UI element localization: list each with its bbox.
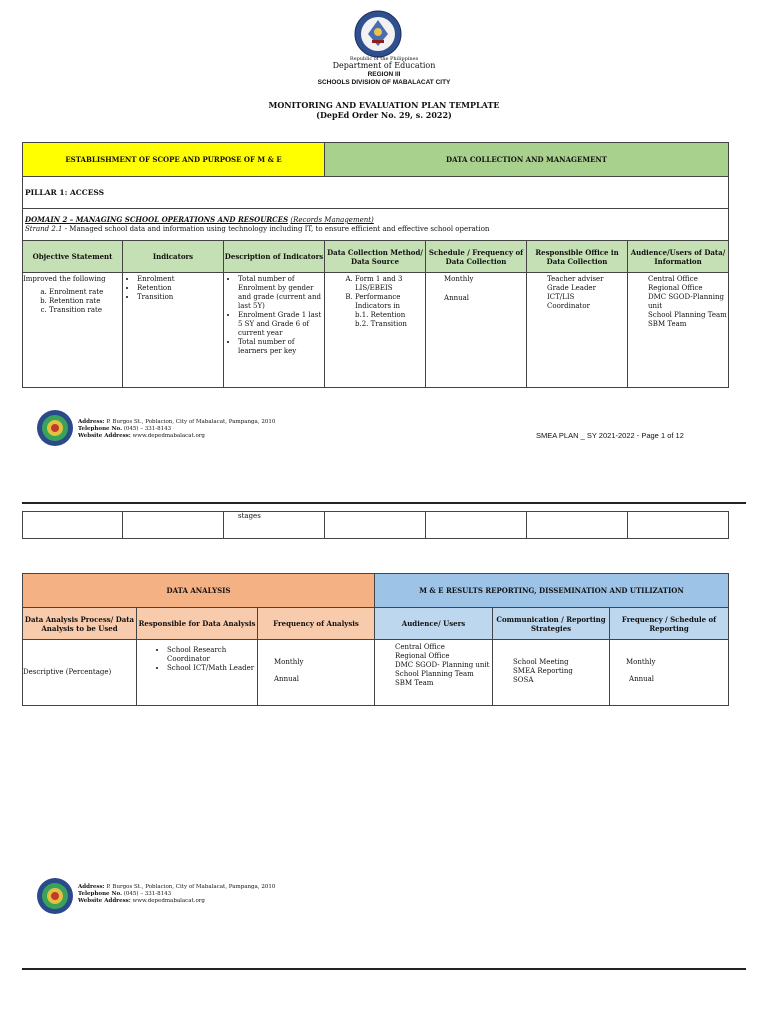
strategy-item: School Meeting [513,658,569,666]
region-label: REGION III [367,71,401,78]
data-collection-header: DATA COLLECTION AND MANAGEMENT [325,143,729,177]
table-cell [123,512,224,539]
list-item: • Total number of Enrolment by gender and grade (current and last 5Y) [238,275,324,311]
audience-item: DMC SGOD-Planning unit [648,293,724,310]
reporting-frequency-cell [610,640,729,706]
col-audience-users: Audience/ Users [375,608,493,640]
audience-item: Regional Office [648,284,703,292]
reporting-item: Monthly [626,658,656,666]
address-label: Address: [78,884,105,890]
col-audience: Audience/Users of Data/ Information [628,241,729,273]
country-label: Republic of the Philippines [349,56,419,62]
list-item: • Total number of learners per key [238,338,324,356]
audience-item: School Planning Team [395,670,474,678]
phone-label: Telephone No. [78,426,122,432]
document-subtitle: (DepEd Order No. 29, s. 2022) [316,110,452,120]
strategy-item: SMEA Reporting [513,667,573,675]
responsible-item: Coordinator [547,302,590,310]
method-cell [325,273,426,388]
col-collection-method: Data Collection Method/ Data Source [325,241,426,273]
col-description-indicators: Description of Indicators [224,241,325,273]
col-schedule: Schedule / Frequency of Data Collection [426,241,527,273]
deped-seal-icon [354,10,402,58]
division-seal-icon [36,409,74,447]
analysis-frequency-cell [258,640,375,706]
audience-item: School Planning Team [648,311,727,319]
audience-item: SBM Team [648,320,687,328]
data-analysis-header: DATA ANALYSIS [23,574,375,608]
list-item: • Retention [137,284,223,293]
domain-title: DOMAIN 2 – MANAGING SCHOOL OPERATIONS AND RESOURCES [25,215,289,224]
responsible-cell [527,273,628,388]
audience-item: Central Office [648,275,698,283]
schedule-item: Annual [444,294,470,302]
responsible-item: Teacher adviser [547,275,604,283]
frequency-item: Annual [274,675,299,683]
pillar-label: PILLAR 1: ACCESS [23,177,729,209]
col-responsible-analysis: Responsible for Data Analysis [137,608,258,640]
list-item: • Enrolment Grade 1 last 5 SY and Grade 6 of current year [238,311,324,338]
responsible-item: ICT/LIS [547,293,575,301]
scope-purpose-header: ESTABLISHMENT OF SCOPE AND PURPOSE OF M & E [23,143,325,177]
page-divider [22,502,746,504]
footer-contact [78,419,275,440]
data-analysis-table [22,573,729,706]
phone-label: Telephone No. [78,891,122,897]
domain-strand-cell [23,209,729,241]
website-text: www.depedmabalacat.org [130,433,205,439]
list-item: • Enrolment [137,275,223,284]
audience-item: SBM Team [395,679,434,687]
continuation-table [22,511,729,539]
list-item: a. Enrolment rate [49,288,122,297]
phone-text: (045) – 331-8143 [122,426,172,432]
list-item: A. Form 1 and 3 LIS/EBEIS [355,275,425,293]
audience-item: DMC SGOD- Planning unit [395,661,490,669]
table-cell [527,512,628,539]
col-analysis-process: Data Analysis Process/ Data Analysis to be Used [23,608,137,640]
website-label: Website Address: [78,433,131,439]
col-reporting-schedule: Frequency / Schedule of Reporting [610,608,729,640]
list-item: B. Performance Indicators in [355,293,425,311]
table-cell [23,512,123,539]
table-cell [325,512,426,539]
list-item: b. Retention rate [49,297,122,306]
address-text: P. Burgos St., Poblacion, City of Mabalacat, Pampanga, 2010 [104,884,276,890]
list-item: • School ICT/Math Leader [167,664,257,673]
reporting-strategies-cell [493,640,610,706]
strategy-item: SOSA [513,676,534,684]
col-indicators: Indicators [123,241,224,273]
col-frequency-analysis: Frequency of Analysis [258,608,375,640]
indicators-cell [123,273,224,388]
strand-text: - Managed school data and information using technology including IT, to ensure efficient and effective school operation [62,225,490,233]
audience-item: Regional Office [395,652,450,660]
page-divider [22,968,746,970]
responsible-item: Grade Leader [547,284,596,292]
table-cell: stages [224,512,325,539]
list-item: c. Transition rate [49,306,122,315]
list-item: • School Research Coordinator [167,646,257,664]
domain-subtitle: (Records Management) [290,216,374,224]
address-text: P. Burgos St., Poblacion, City of Mabalacat, Pampanga, 2010 [104,419,276,425]
phone-text: (045) – 331-8143 [122,891,172,897]
analysis-process-cell: Descriptive (Percentage) [23,640,137,706]
col-responsible-office: Responsible Office in Data Collection [527,241,628,273]
method-sub-item: b.1. Retention [355,311,406,319]
page-number: SMEA PLAN _ SY 2021-2022 - Page 1 of 12 [536,431,684,440]
division-label: SCHOOLS DIVISION OF MABALACAT CITY [317,79,451,86]
strand-label: Strand 2.1 [25,225,63,233]
objective-cell [23,273,123,388]
division-seal-icon [36,877,74,915]
reporting-audience-cell [375,640,493,706]
audience-cell [628,273,729,388]
list-item: • Transition [137,293,223,302]
frequency-item: Monthly [274,658,304,666]
description-cell [224,273,325,388]
col-communication-strategies: Communication / Reporting Strategies [493,608,610,640]
results-reporting-header: M & E RESULTS REPORTING, DISSEMINATION AND UTILIZATION [375,574,729,608]
schedule-item: Monthly [444,275,474,283]
analysis-responsible-cell [137,640,258,706]
department-label: Department of Education [332,61,436,70]
method-sub-item: b.2. Transition [355,320,407,328]
document-title: MONITORING AND EVALUATION PLAN TEMPLATE [268,100,500,110]
schedule-cell [426,273,527,388]
table-cell [426,512,527,539]
reporting-item: Annual [629,675,655,683]
address-label: Address: [78,419,105,425]
objective-intro: Improved the following [23,275,106,283]
website-label: Website Address: [78,898,131,904]
me-plan-table-page1 [22,142,729,388]
table-cell [628,512,729,539]
website-text: www.depedmabalacat.org [130,898,205,904]
footer-contact [78,884,275,905]
audience-item: Central Office [395,643,445,651]
col-objective-statement: Objective Statement [23,241,123,273]
